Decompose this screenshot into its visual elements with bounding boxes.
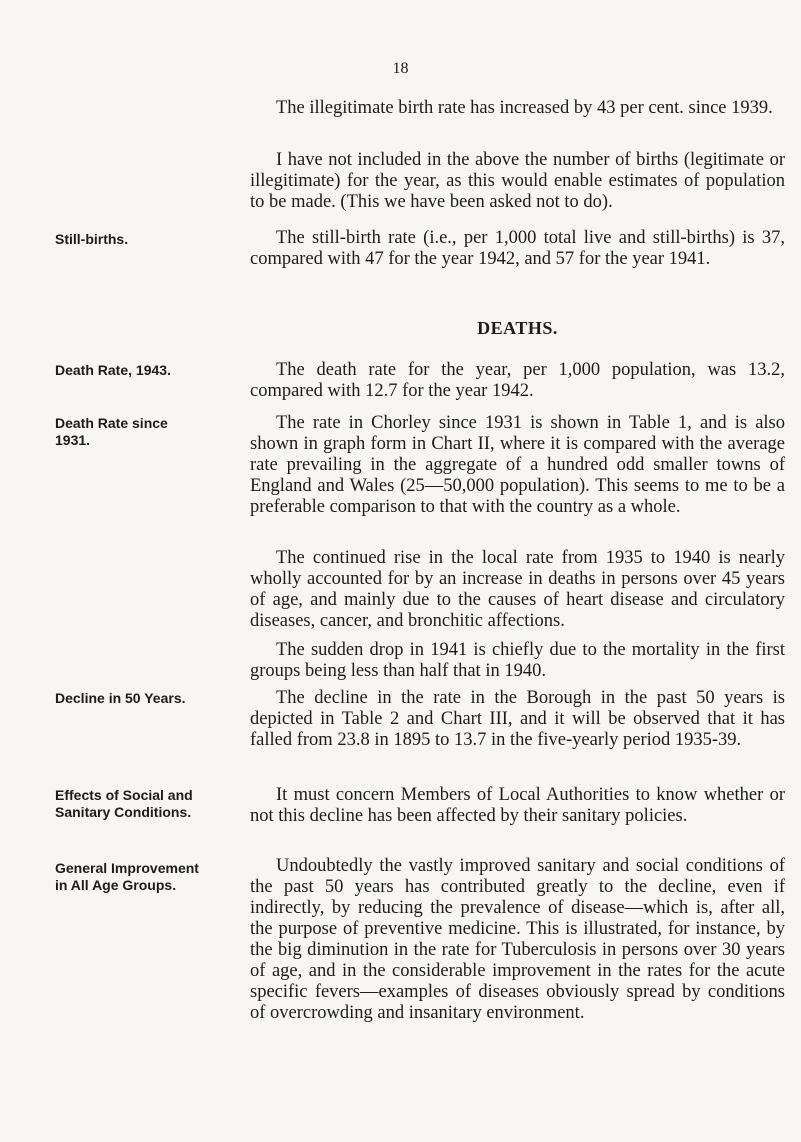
sidenote-general-improvement: General Improvement in All Age Groups. [55, 860, 199, 893]
section-heading-deaths: DEATHS. [477, 318, 558, 338]
sidenote-effects-social-sanitary: Effects of Social and Sanitary Conditions. [55, 787, 193, 820]
paragraph-undoubtedly: Undoubtedly the vastly improved sanitary and social conditions of the past 50 years has contributed greatly to the decline, even if indirectly, by reducing the prevalence of disease—which is, after all, the purpose of preventive medicine. This is illustrated, for instance, by the big diminution in the rate for Tuberculosis in persons over 30 years of age, and in the considerable improvement in the rates for the acute specific fevers—examples of diseases obviously spread by conditions of overcrowding and insanitary environment. [250, 856, 785, 1023]
paragraph-rate-chorley: The rate in Chorley since 1931 is shown in Table 1, and is also shown in graph form in Chart II, where it is compared with the average rate prevailing in the aggregate of a hundred odd smaller towns of England and Wales (25—50,000 population). This seems to me to be a preferable comparison to that with the country as a whole. [250, 413, 785, 517]
paragraph-not-included: I have not included in the above the number of births (legitimate or illegitimate) for the year, as this would enable estimates of population to be made. (This we have been asked not to do). [250, 150, 785, 212]
paragraph-sudden-drop: The sudden drop in 1941 is chiefly due to the mortality in the first groups being less than half that in 1940. [250, 640, 785, 681]
sidenote-death-rate-1943: Death Rate, 1943. [55, 362, 171, 378]
paragraph-concern-members: It must concern Members of Local Authorities to know whether or not this decline has been affected by their sanitary policies. [250, 785, 785, 826]
paragraph-illegitimate-rate: The illegitimate birth rate has increased by 43 per cent. since 1939. [276, 98, 773, 118]
page-number: 18 [392, 60, 409, 77]
paragraph-death-rate-year: The death rate for the year, per 1,000 population, was 13.2, compared with 12.7 for the year 1942. [250, 360, 785, 401]
paragraph-continued-rise: The continued rise in the local rate from 1935 to 1940 is nearly wholly accounted for by an increase in deaths in persons over 45 years of age, and mainly due to the causes of heart disease and circulatory diseases, cancer, and bronchitic affections. [250, 548, 785, 631]
sidenote-decline-50-years: Decline in 50 Years. [55, 690, 186, 706]
sidenote-death-rate-since-1931: Death Rate since 1931. [55, 415, 168, 448]
sidenote-still-births: Still-births. [55, 231, 129, 247]
paragraph-still-birth-rate: The still-birth rate (i.e., per 1,000 total live and still-births) is 37, compared with 47 for the year 1942, and 57 for the year 1941. [250, 228, 785, 269]
paragraph-decline-borough: The decline in the rate in the Borough in the past 50 years is depicted in Table 2 and Chart III, and it will be observed that it has falled from 23.8 in 1895 to 13.7 in the five-yearly period 1935-39. [250, 688, 785, 750]
